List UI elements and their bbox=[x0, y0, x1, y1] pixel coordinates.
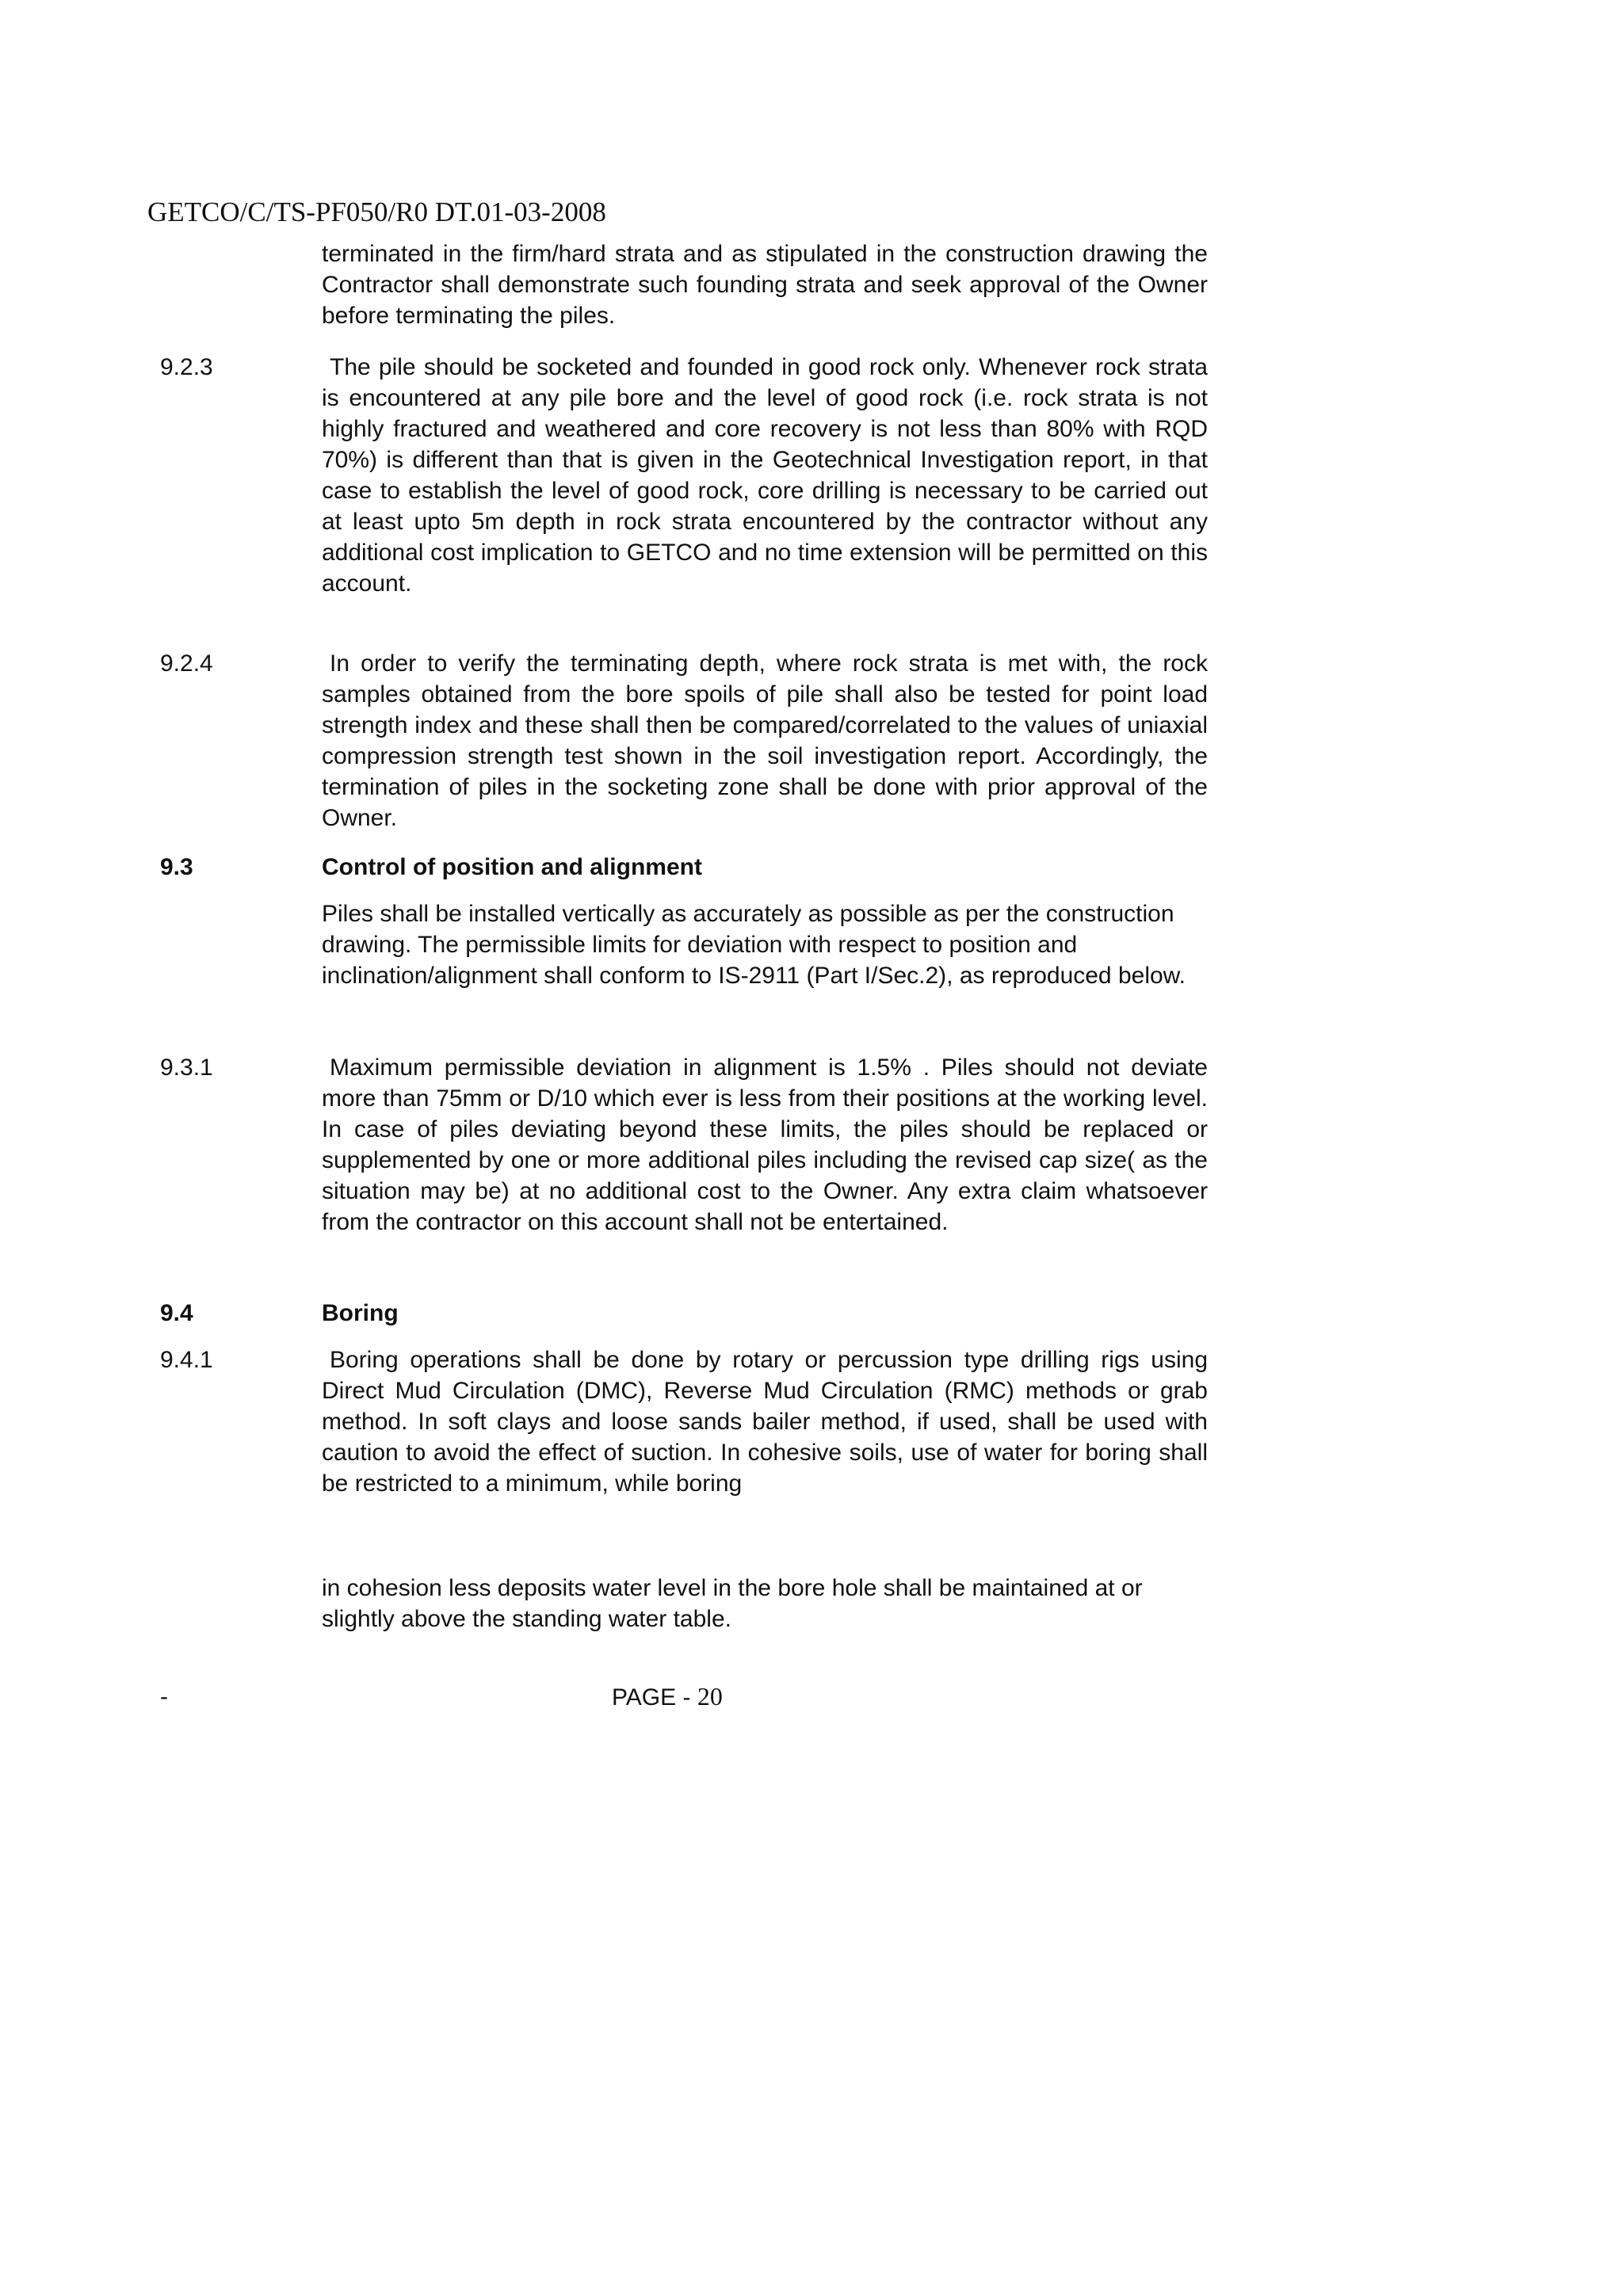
clause-text: Maximum permissible deviation in alignment is 1.5% . Piles should not deviate more than 75mm or D/10 which ever is less from their positions at the working level. In case of piles deviating beyond these limits, the piles should be replaced or supplemented by one or more additional piles including the revised cap size( as the situation may be) at no additional cost to the Owner. Any extra claim whatsoever from the contractor on this account shall not be entertained. bbox=[322, 1055, 1208, 1235]
paragraph-text: in cohesion less deposits water level in the bore hole shall be maintained at or slightly above the standing water table. bbox=[322, 1575, 1143, 1632]
clause-number: 9.3.1 bbox=[160, 1055, 213, 1081]
clause-text: In order to verify the terminating depth, where rock strata is met with, the rock samples obtained from the bore spoils of pile shall also be tested for point load strength index and these shall then be compared/correlated to the values of uniaxial compression strength test shown in the soil investigation report. Accordingly, the termination of piles in the socketing zone shall be done with prior approval of the Owner. bbox=[322, 650, 1208, 831]
page-number-footer bbox=[612, 1681, 723, 1713]
section-title: Control of position and alignment bbox=[322, 854, 702, 880]
page-label: PAGE - bbox=[612, 1684, 697, 1711]
clause-text: The pile should be socketed and founded in good rock only. Whenever rock strata is encountered at any pile bore and the level of good rock (i.e. rock strata is not highly fractured and weathered and core recovery is not less than 80% with RQD 70%) is different than that is given in the Geotechnical Investigation report, in that case to establish the level of good rock, core drilling is necessary to be carried out at least upto 5m depth in rock strata encountered by the contractor without any additional cost implication to GETCO and no time extension will be permitted on this account. bbox=[322, 354, 1208, 597]
clause-text: Boring operations shall be done by rotary or percussion type drilling rigs using Direct Mud Circulation (DMC), Reverse Mud Circulation (RMC) methods or grab method. In soft clays and loose sands bailer method, if used, shall be used with caution to avoid the effect of suction. In cohesive soils, use of water for boring shall be restricted to a minimum, while boring bbox=[322, 1347, 1208, 1497]
footer-dash: - bbox=[160, 1684, 168, 1710]
clause-number: 9.2.4 bbox=[160, 650, 213, 677]
section-number: 9.3 bbox=[160, 854, 193, 880]
section-title: Boring bbox=[322, 1300, 399, 1326]
document-reference-header: GETCO/C/TS-PF050/R0 DT.01-03-2008 bbox=[147, 196, 606, 227]
page-number: 20 bbox=[697, 1682, 723, 1711]
paragraph-text: terminated in the firm/hard strata and as stipulated in the construction drawing the Contractor shall demonstrate such founding strata and seek approval of the Owner before terminating the piles. bbox=[322, 241, 1208, 329]
clause-number: 9.4.1 bbox=[160, 1347, 213, 1373]
paragraph-text: Piles shall be installed vertically as accurately as possible as per the construction drawing. The permissible limits for deviation with respect to position and inclination/alignment shall conform to IS-2911 (Part I/Sec.2), as reproduced below. bbox=[322, 901, 1186, 989]
section-number: 9.4 bbox=[160, 1300, 193, 1326]
clause-number: 9.2.3 bbox=[160, 354, 213, 380]
